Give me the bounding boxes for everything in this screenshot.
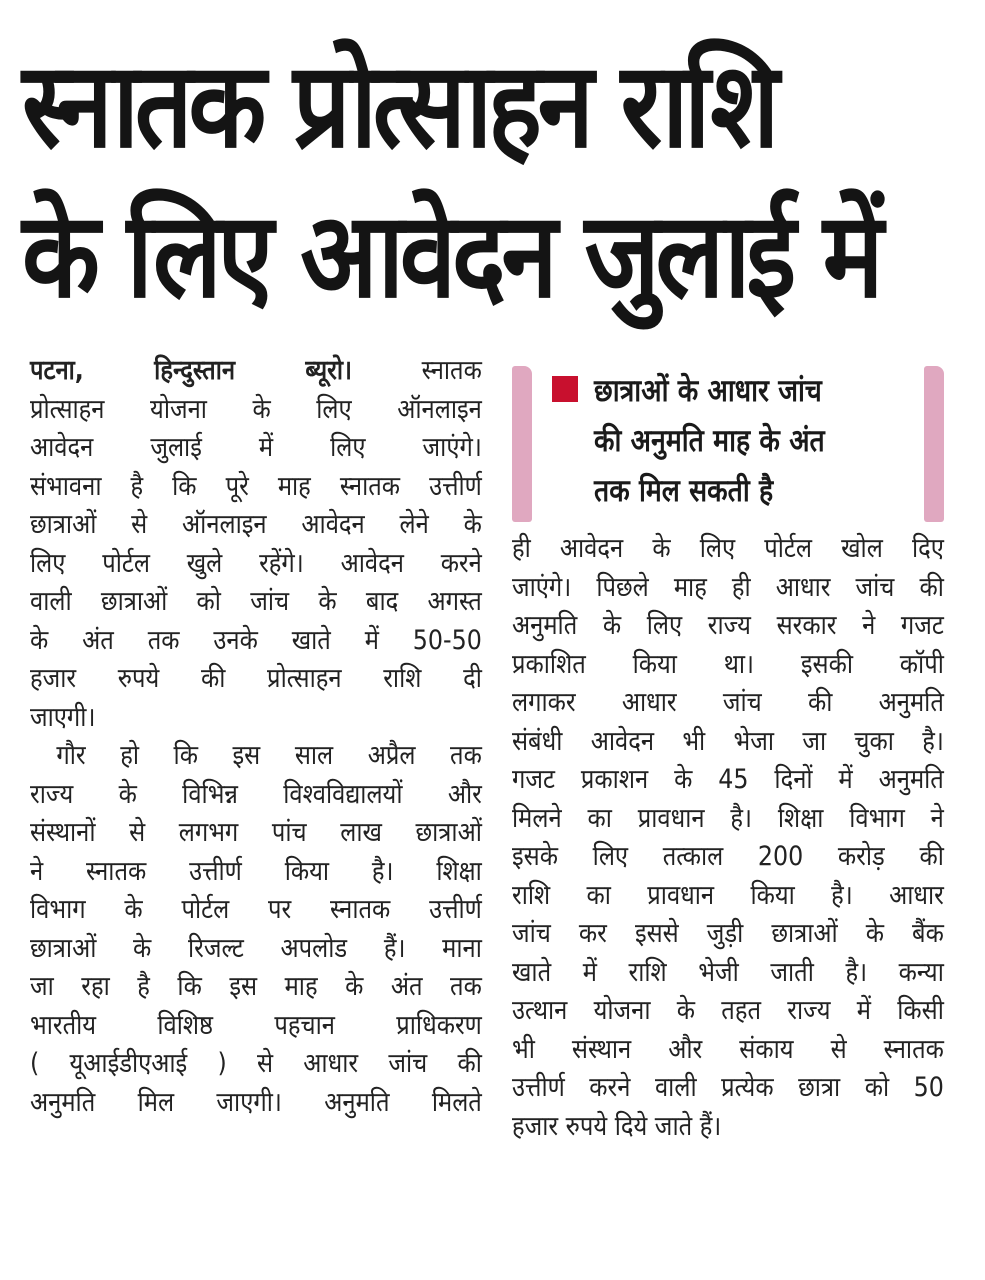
text-line: भारतीय विशिष्ठ पहचान प्राधिकरण [30, 1009, 482, 1041]
text-line: भी संस्थान और संकाय से स्नातक [512, 1033, 944, 1065]
headline-line-1: स्नातक प्रोत्साहन राशि [22, 36, 776, 174]
article-left-column [30, 352, 482, 1122]
paragraph-start-line: गौर हो कि इस साल अप्रैल तक [56, 740, 482, 771]
text-line: वाली छात्राओं को जांच के बाद अगस्त [30, 586, 482, 617]
text-line: उत्थान योजना के तहत राज्य में किसी [512, 995, 944, 1026]
text-line: संस्थानों से लगभग पांच लाख छात्राओं [30, 817, 482, 848]
text-line: विभाग के पोर्टल पर स्नातक उत्तीर्ण [30, 894, 482, 925]
text-line: अनुमति मिल जाएगी। अनुमति मिलते [30, 1086, 482, 1118]
text-line: छात्राओं से ऑनलाइन आवेदन लेने के [30, 509, 482, 540]
pull-quote-line: तक मिल सकती है [594, 473, 774, 509]
text-line: राशि का प्रावधान किया है। आधार [512, 879, 944, 911]
text-line: लगाकर आधार जांच की अनुमति [512, 687, 944, 718]
text-line: आवेदन जुलाई में लिए जाएंगे। [30, 432, 482, 463]
text-line: हजार रुपये दिये जाते हैं। [512, 1110, 722, 1142]
article-right-column [512, 530, 944, 1146]
text-line: हजार रुपये की प्रोत्साहन राशि दी [30, 663, 482, 694]
text-line: संबंधी आवेदन भी भेजा जा चुका है। [512, 725, 944, 757]
text-line: उत्तीर्ण करने वाली प्रत्येक छात्रा को 50 [512, 1072, 944, 1103]
dateline: पटना, हिन्दुस्तान ब्यूरो। [30, 355, 352, 386]
pull-quote-line: छात्राओं के आधार जांच [594, 373, 822, 409]
red-square-bullet-icon [552, 376, 578, 402]
headline [22, 30, 972, 330]
pull-quote-left-bar [512, 366, 532, 522]
headline-line-2: के लिए आवेदन जुलाई में [22, 186, 880, 324]
text-line: अनुमति के लिए राज्य सरकार ने गजट [512, 610, 944, 641]
text-line: प्रोत्साहन योजना के लिए ऑनलाइन [30, 393, 482, 425]
text-line: राज्य के विभिन्न विश्वविद्यालयों और [30, 778, 482, 810]
text-line: के अंत तक उनके खाते में 50-50 [30, 624, 482, 656]
pull-quote-right-bar [924, 366, 944, 522]
text-line: ने स्नातक उत्तीर्ण किया है। शिक्षा [30, 855, 482, 887]
text-line: जांच कर इससे जुड़ी छात्राओं के बैंक [512, 918, 944, 949]
text-line: प्रकाशित किया था। इसकी कॉपी [512, 648, 944, 680]
text-line: पटना, हिन्दुस्तान ब्यूरो। स्नातक [30, 355, 482, 386]
pull-quote-text [594, 366, 924, 516]
text-line: खाते में राशि भेजी जाती है। कन्या [512, 956, 944, 988]
text-line: इसके लिए तत्काल 200 करोड़ की [512, 841, 944, 872]
text-line: जा रहा है कि इस माह के अंत तक [30, 971, 482, 1002]
text-line: गजट प्रकाशन के 45 दिनों में अनुमति [512, 764, 944, 795]
text-line: ही आवेदन के लिए पोर्टल खोल दिए [512, 533, 944, 564]
pull-quote-line: की अनुमति माह के अंत [594, 423, 825, 459]
text-line: मिलने का प्रावधान है। शिक्षा विभाग ने [512, 802, 944, 834]
text-line: लिए पोर्टल खुले रहेंगे। आवेदन करने [30, 547, 482, 579]
text-line: संभावना है कि पूरे माह स्नातक उत्तीर्ण [30, 470, 482, 502]
pull-quote [512, 366, 944, 522]
text-line: जाएगी। [30, 701, 96, 733]
text-line: ( यूआईडीएआई ) से आधार जांच की [30, 1048, 482, 1079]
text-line: जाएंगे। पिछले माह ही आधार जांच की [512, 571, 944, 603]
text-line: छात्राओं के रिजल्ट अपलोड हैं। माना [30, 932, 482, 964]
